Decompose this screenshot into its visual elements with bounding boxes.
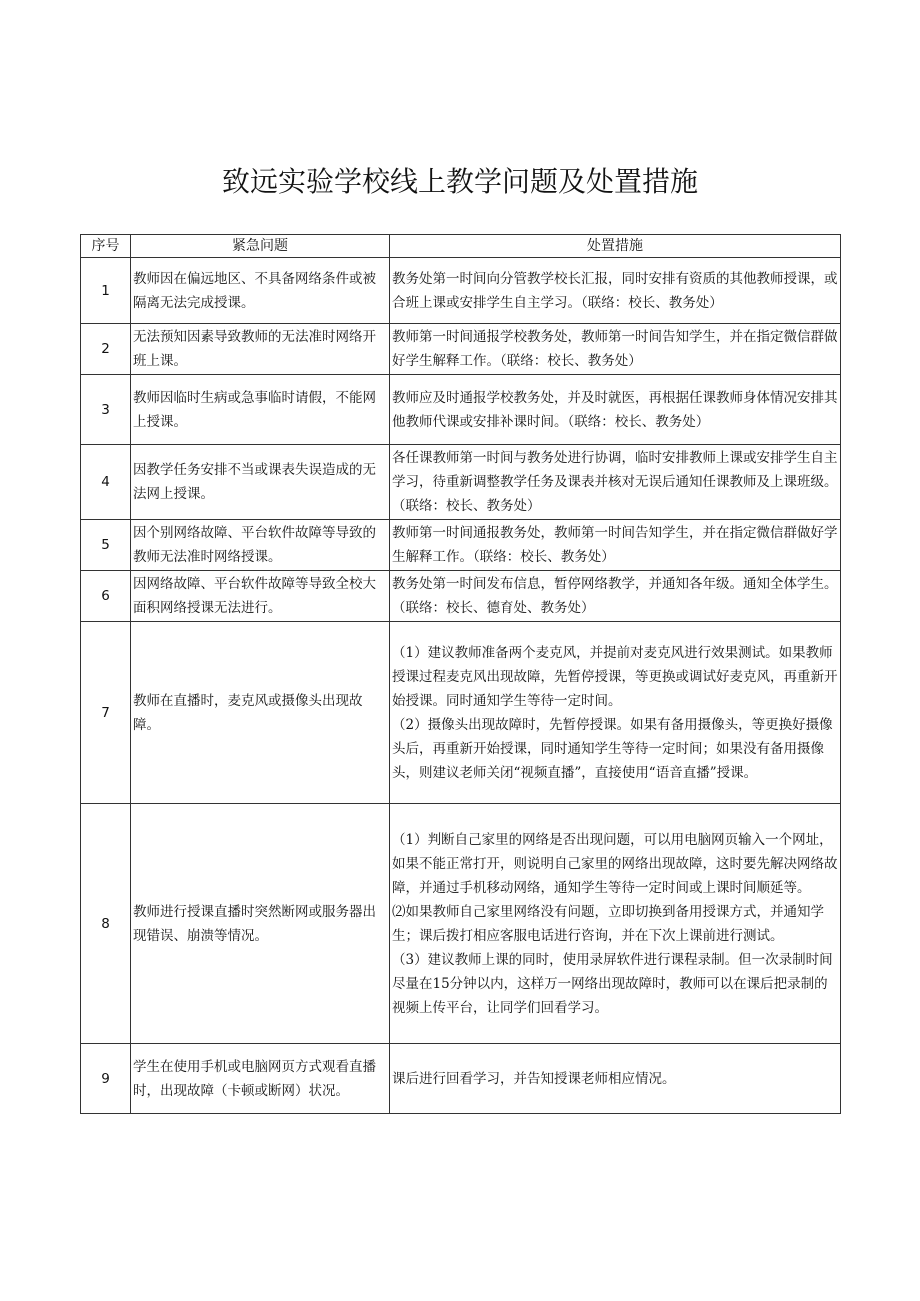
table-row — [81, 571, 841, 622]
row-index: 3 — [81, 375, 131, 445]
measure-paragraph: （2）摄像头出现故障时，先暂停授课。如果有备用摄像头，等更换好摄像头后，再重新开始授课，同时通知学生等待一定时间；如果没有备用摄像头，则建议老师关闭“视频直播”，直接使用“语音直播”授课。 — [392, 716, 833, 781]
measure-paragraph: 教师第一时间通报教务处，教师第一时间告知学生，并在指定微信群做好学生解释工作。（联络：校长、教务处） — [392, 525, 838, 565]
row-measure — [390, 1044, 841, 1114]
table-row — [81, 324, 841, 375]
table-header-row — [81, 235, 841, 258]
row-problem: 因个别网络故障、平台软件故障等导致的教师无法准时网络授课。 — [131, 520, 390, 571]
table-row — [81, 1044, 841, 1114]
row-index: 7 — [81, 622, 131, 804]
measures-table — [80, 234, 841, 1114]
row-problem: 因网络故障、平台软件故障等导致全校大面积网络授课无法进行。 — [131, 571, 390, 622]
measure-paragraph: （1）判断自己家里的网络是否出现问题，可以用电脑网页输入一个网址，如果不能正常打开，则说明自己家里的网络出现故障，这时要先解决网络故障，并通过手机移动网络，通知学生等待一定时间或上课时间顺延等。 — [392, 831, 838, 896]
row-index: 5 — [81, 520, 131, 571]
measure-paragraph: ⑵如果教师自己家里网络没有问题，立即切换到备用授课方式，并通知学生；课后拨打相应客服电话进行咨询，并在下次上课前进行测试。 — [392, 903, 824, 944]
row-problem: 无法预知因素导致教师的无法准时网络开班上课。 — [131, 324, 390, 375]
row-index: 1 — [81, 258, 131, 324]
row-problem: 教师在直播时，麦克风或摄像头出现故障。 — [131, 622, 390, 804]
header-problem: 紧急问题 — [131, 235, 390, 258]
row-problem: 教师进行授课直播时突然断网或服务器出现错误、崩溃等情况。 — [131, 804, 390, 1044]
row-measure — [390, 324, 841, 375]
measure-paragraph: 教师应及时通报学校教务处，并及时就医，再根据任课教师身体情况安排其他教师代课或安排补课时间。（联络：校长、教务处） — [392, 389, 838, 430]
table-row — [81, 258, 841, 324]
header-measure: 处置措施 — [390, 235, 841, 258]
row-measure — [390, 571, 841, 622]
row-measure — [390, 375, 841, 445]
row-index: 2 — [81, 324, 131, 375]
row-index: 6 — [81, 571, 131, 622]
table-row — [81, 804, 841, 1044]
table-row — [81, 375, 841, 445]
measure-paragraph: 教务处第一时间向分管教学校长汇报，同时安排有资质的其他教师授课，或合班上课或安排学生自主学习。（联络：校长、教务处） — [392, 270, 838, 311]
header-index: 序号 — [81, 235, 131, 258]
measure-paragraph: （3）建议教师上课的同时，使用录屏软件进行课程录制。但一次录制时间尽量在15分钟以内，这样万一网络出现故障时，教师可以在课后把录制的视频上传平台，让同学们回看学习。 — [392, 951, 833, 1016]
table-row — [81, 622, 841, 804]
row-problem: 教师因临时生病或急事临时请假，不能网上授课。 — [131, 375, 390, 445]
measure-paragraph: （1）建议教师准备两个麦克风，并提前对麦克风进行效果测试。如果教师授课过程麦克风出现故障，先暂停授课，等更换或调试好麦克风，再重新开始授课。同时通知学生等待一定时间。 — [392, 644, 838, 709]
row-index: 8 — [81, 804, 131, 1044]
row-measure — [390, 622, 841, 804]
row-measure — [390, 258, 841, 324]
row-problem: 教师因在偏远地区、不具备网络条件或被隔离无法完成授课。 — [131, 258, 390, 324]
table-row — [81, 520, 841, 571]
row-problem: 因教学任务安排不当或课表失误造成的无法网上授课。 — [131, 445, 390, 520]
row-problem: 学生在使用手机或电脑网页方式观看直播时，出现故障（卡顿或断网）状况。 — [131, 1044, 390, 1114]
row-index: 9 — [81, 1044, 131, 1114]
table-row — [81, 445, 841, 520]
row-measure — [390, 520, 841, 571]
row-measure — [390, 804, 841, 1044]
measure-paragraph: 各任课教师第一时间与教务处进行协调，临时安排教师上课或安排学生自主学习，待重新调整教学任务及课表并核对无误后通知任课教师及上课班级。（联络：校长、教务处） — [392, 450, 838, 514]
row-measure — [390, 445, 841, 520]
page-title: 致远实验学校线上教学问题及处置措施 — [221, 165, 698, 198]
row-index: 4 — [81, 445, 131, 520]
measure-paragraph: 教务处第一时间发布信息，暂停网络教学，并通知各年级。通知全体学生。（联络：校长、德育处、教务处） — [392, 576, 838, 616]
measure-paragraph: 教师第一时间通报学校教务处，教师第一时间告知学生，并在指定微信群做好学生解释工作。（联络：校长、教务处） — [392, 329, 838, 369]
measure-paragraph: 课后进行回看学习，并告知授课老师相应情况。 — [392, 1070, 676, 1087]
